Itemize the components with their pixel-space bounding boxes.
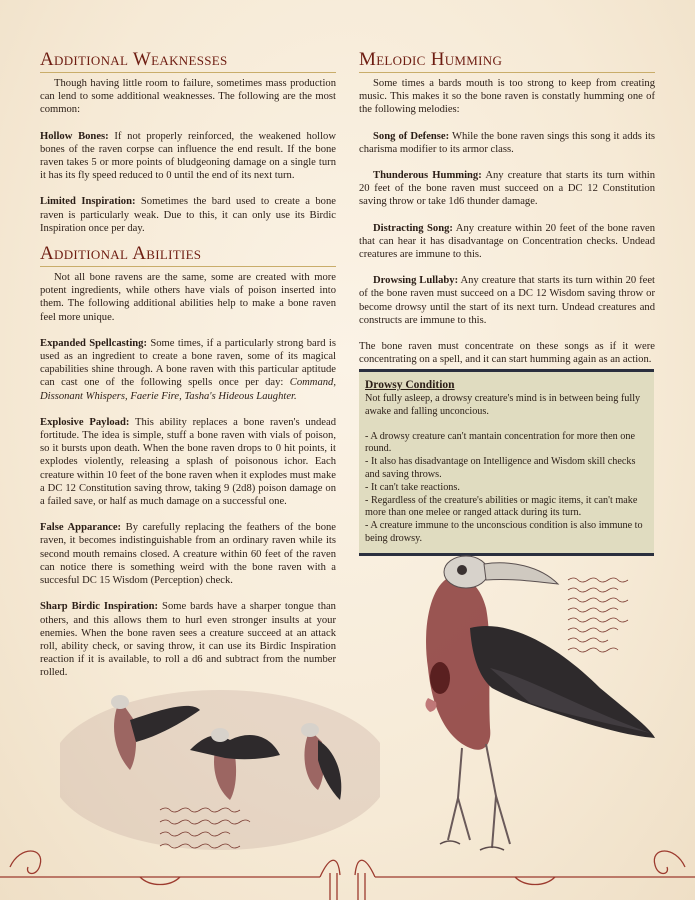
footer-flourish (0, 825, 695, 900)
explosive-payload-paragraph (40, 416, 336, 508)
distracting-song-text: Any creature within 20 feet of the bone raven that can hear it has disadvantage on Concentration checks. Undead creatures are immune to this. (359, 222, 655, 261)
abilities-intro: Not all bone ravens are the same, some are created with more potent ingredients, while others have vials of poison inserted into them. The following additional abilities help to make a bone raven feel more unique. (40, 272, 336, 323)
expanded-spellcasting-paragraph (40, 337, 336, 403)
spell-list: Command, Dissonant Whispers, Faerie Fire, Tasha's Hideous Laughter. (40, 377, 336, 402)
song-of-defense-text: While the bone raven sings this song it adds its charisma modifier to its armor class. (359, 130, 656, 155)
limited-inspiration-paragraph (40, 195, 336, 235)
drowsy-item: - It also has disadvantage on Intelligence and Wisdom skill checks and saving throws. (365, 456, 636, 480)
hollow-bones-text: If not properly reinforced, the weakened hollow bones of the raven corpse can influence the end result. If the bone raven takes 5 or more points of bludgeoning damage on a single turn it has its fly speed reduced to 0 until the end of its next turn. (40, 130, 336, 182)
additional-abilities-heading: Additional Abilities (40, 244, 336, 267)
bone-raven-illustration (400, 548, 695, 868)
false-apparance-label: False Apparance: (40, 522, 122, 534)
expanded-spellcasting-label: Expanded Spellcasting: (40, 337, 147, 349)
thunderous-humming-text: Any creature that starts its turn within 20 feet of the bone raven must succeed on a DC 12 Constitution saving throw or take 1d6 thunder damage. (359, 170, 656, 208)
drowsing-lullaby-text: Any creature that starts its turn within 20 feet of the bone raven must succeed on a DC 12 Wisdom saving throw or become drowsy until the start of its next turn. Undead creatures and constructs are immune to this. (359, 275, 655, 326)
hollow-bones-label: Hollow Bones: (40, 130, 109, 142)
drowsy-condition-intro: Not fully asleep, a drowsy creature's mind is in between being fully awake and falling unconcious. (365, 393, 641, 417)
drowsy-item: - A creature immune to the unconscious condition is also immune to being drowsy. (365, 520, 643, 544)
scribble-notes (568, 578, 628, 652)
sharp-birdic-text: Some bards have a sharper tongue than others, and this allows them to hurl even stronger insults at your enemies. When the bone raven sees a creature succeed at an attack roll, ability check, or saving throw, it can use its Birdic Inspiration reaction if it is available, to roll a d6 and subtract from the number rolled. (40, 601, 336, 679)
weaknesses-intro: Though having little room to failure, sometimes mass production can lend to some additional weaknesses. The following are the most common: (40, 78, 336, 116)
drowsy-item: - Regardless of the creature's abilities or magic items, it can't make more than one melee or ranged attack during its turn. (365, 494, 638, 519)
sharp-birdic-label: Sharp Birdic Inspiration: (40, 601, 159, 613)
additional-weaknesses-heading: Additional Weaknesses (40, 50, 336, 73)
drowsy-condition-title: Drowsy Condition (365, 379, 455, 391)
drowsing-lullaby-paragraph (359, 274, 655, 327)
false-apparance-text: By carefully replacing the feathers of the bone raven, it becomes indistinguishable from an ordinary raven while its second mouth remains closed. A creature within 60 feet of the raven can notice there is something weird with the bone raven with a succesful DC 15 Wisdom (Perception) check. (40, 522, 336, 587)
song-of-defense-paragraph (359, 130, 655, 156)
hollow-bones-paragraph (40, 130, 336, 183)
melodic-humming-heading: Melodic Humming (359, 50, 655, 73)
sharp-birdic-paragraph (40, 600, 336, 679)
concentrate-paragraph: The bone raven must concentrate on these songs as if it were concentrating on a spell, and it can start humming again as an action. (359, 341, 655, 366)
explosive-payload-label: Explosive Payload: (40, 416, 130, 428)
limited-inspiration-label: Limited Inspiration: (40, 196, 136, 208)
drowsing-lullaby-label: Drowsing Lullaby: (373, 275, 459, 287)
left-column (40, 50, 336, 680)
thunderous-humming-paragraph (359, 169, 655, 209)
distracting-song-paragraph (359, 222, 655, 262)
drowsy-item: - It can't take reactions. (365, 481, 460, 493)
distracting-song-label: Distracting Song: (373, 222, 453, 234)
explosive-payload-text: This ability replaces a bone raven's undead fortitude. The idea is simple, stuff a bone raven with vials of poison, so it bursts upon death. When the bone raven drops to 0 hit points, it explodes violently, releasing a splash of poisonous ichor. Each creature within 10 feet of the bone raven when it explodes must make a DC 12 Constitution saving throw, taking 9 (2d8) poison damage on a failed save, or half as much damage on a successful one. (40, 416, 336, 508)
expanded-spellcasting-text: Some times, if a particularly strong bard is used as an ingredient to create a bone raven, some of its magical capabilities shine through. A bone raven with this particular aptitude can cast one of the following spells once per day: (40, 337, 336, 389)
false-apparance-paragraph (40, 521, 336, 587)
thunderous-humming-label: Thunderous Humming: (373, 170, 482, 182)
melodic-intro: Some times a bards mouth is too strong to keep from creating music. This makes it so the bone raven is constatly humming one of the following melodies: (359, 78, 655, 116)
right-column (359, 50, 655, 366)
limited-inspiration-text: Sometimes the bard used to create a bone raven is particularly weak. Due to this, it can only use its Birdic Inspiration once per day. (40, 196, 336, 234)
drowsy-condition-box (359, 369, 654, 556)
song-of-defense-label: Song of Defense: (373, 130, 450, 142)
drowsy-item: - A drowsy creature can't mantain concentration for more then one round. (365, 430, 636, 455)
